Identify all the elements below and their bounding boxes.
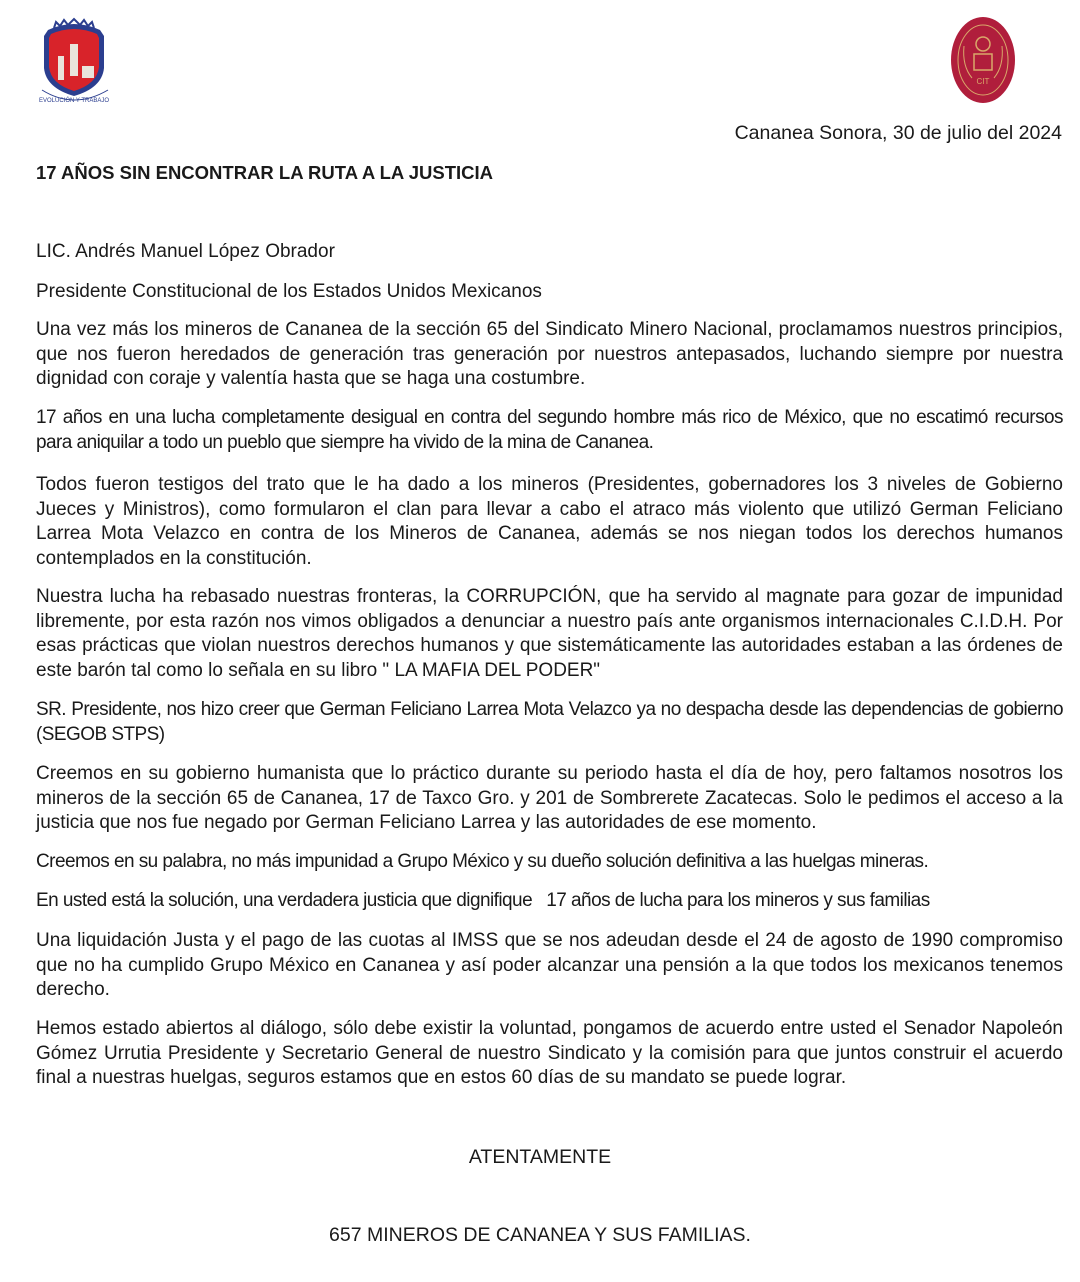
body-paragraph: Hemos estado abiertos al diálogo, sólo debe existir la voluntad, pongamos de acuerdo entre usted el Senador Napoleón Gómez Urrutia Presidente y Secretario General de nuestro Sindicato y la comisión para que juntos construir el acuerdo final a nuestras huelgas, seguros estamos que en estos 60 días de su mandato se puede lograr. xyxy=(36,1018,1063,1088)
body-paragraph: Una vez más los mineros de Cananea de la sección 65 del Sindicato Minero Nacional, proclamamos nuestros principios, que nos fueron heredados de generación tras generación por nuestros antepasados, luchando siempre por nuestra dignidad con coraje y valentía hasta que se haga una costumbre. xyxy=(36,319,1063,389)
body-paragraph: Todos fueron testigos del trato que le ha dado a los mineros (Presidentes, gobernadores los 3 niveles de Gobierno Jueces y Ministros), como formularon el clan para llevar a cabo el atraco más violento que utilizó German Feliciano Larrea Mota Velazco en contra de los Mineros de Cananea, además se nos niegan todos los derechos humanos contemplados en la constitución. xyxy=(36,474,1063,569)
letter-title: 17 AÑOS SIN ENCONTRAR LA RUTA A LA JUSTICIA xyxy=(36,162,494,183)
recipient-name: LIC. Andrés Manuel López Obrador xyxy=(36,241,335,262)
body-paragraph: Creemos en su palabra, no más impunidad a Grupo México y su dueño solución definitiva a las huelgas mineras. xyxy=(36,851,929,872)
svg-text:CIT: CIT xyxy=(976,77,990,86)
body-paragraph: Creemos en su gobierno humanista que lo práctico durante su periodo hasta el día de hoy, pero faltamos nosotros los mineros de la sección 65 de Cananea, 17 de Taxco Gro. y 201 de Sombrerete Zacatecas. Solo le pedimos el acceso a la justicia que nos fue negado por German Feliciano Larrea y las autoridades de ese momento. xyxy=(36,763,1063,833)
union-shield-logo xyxy=(36,16,112,106)
svg-text:EVOLUCIÓN Y TRABAJO: EVOLUCIÓN Y TRABAJO xyxy=(38,98,110,104)
body-paragraph: En usted está la solución, una verdadera justicia que dignifique 17 años de lucha para los mineros y sus familias xyxy=(36,890,930,911)
recipient-position: Presidente Constitucional de los Estados Unidos Mexicanos xyxy=(36,281,542,302)
confederation-seal-logo xyxy=(950,16,1016,104)
body-paragraph: 17 años en una lucha completamente desigual en contra del segundo hombre más rico de México, que no escatimó recursos para aniquilar a todo un pueblo que siempre ha vivido de la mina de Cananea. xyxy=(36,407,1063,453)
signature: 657 MINEROS DE CANANEA Y SUS FAMILIAS. xyxy=(329,1224,751,1246)
body-paragraph: Nuestra lucha ha rebasado nuestras fronteras, la CORRUPCIÓN, que ha servido al magnate para gozar de impunidad libremente, por esta razón nos vimos obligados a denunciar a nuestro país ante organismos internacionales C.I.D.H. Por esas prácticas que violan nuestros derechos humanos y que sistemáticamente las autoridades estaban a las órdenes de este barón tal como lo señala en su libro " LA MAFIA DEL PODER" xyxy=(36,586,1063,681)
seal-icon xyxy=(950,16,1016,104)
body-paragraph: Una liquidación Justa y el pago de las cuotas al IMSS que se nos adeudan desde el 24 de agosto de 1990 compromiso que no ha cumplido Grupo México en Cananea y así poder alcanzar una pensión a la que todos los mexicanos tenemos derecho. xyxy=(36,930,1063,1000)
body-paragraph: SR. Presidente, nos hizo creer que German Feliciano Larrea Mota Velazco ya no despacha desde las dependencias de gobierno (SEGOB STPS) xyxy=(36,699,1063,745)
place-date: Cananea Sonora, 30 de julio del 2024 xyxy=(734,122,1062,144)
shield-icon xyxy=(36,16,112,106)
closing-salutation: ATENTAMENTE xyxy=(468,1146,612,1168)
